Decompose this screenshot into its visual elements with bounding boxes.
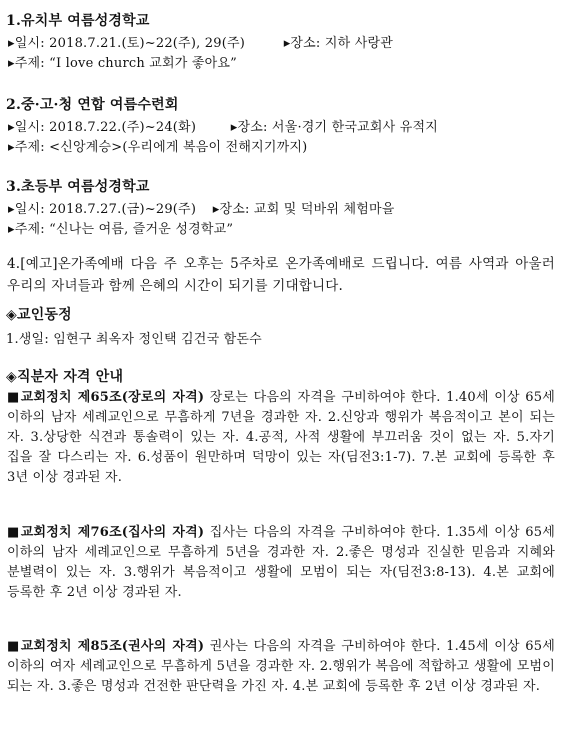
birthday-line: 1.생일: 임현구 최옥자 정인택 김건국 함돈수 — [6, 332, 262, 347]
schedule-line — [0, 118, 567, 138]
section-title: 2.중·고·청 연합 여름수련회 — [6, 97, 179, 113]
section-title: 3.초등부 여름성경학교 — [6, 179, 150, 195]
schedule-line — [0, 200, 567, 220]
section-kindergarten-camp — [0, 10, 567, 74]
article-deacon-qualifications — [7, 523, 555, 603]
section-officer-qualifications — [0, 366, 567, 388]
family-worship-notice: 4.[예고]온가족예배 다음 주 오후는 5주차로 온가족예배로 드립니다. 여름 사역과 아울러 우리의 자녀들과 함께 은혜의 시간이 되기를 기대합니다. — [7, 256, 555, 294]
section-title: 1.유치부 여름성경학교 — [6, 13, 150, 29]
theme-label: ▸주제: <신앙계승>(우리에게 복음이 전해지기까지) — [8, 140, 308, 155]
article-heading: ■교회정치 제65조(장로의 자격) — [7, 390, 205, 405]
article-heading: ■교회정치 제76조(집사의 자격) — [7, 525, 205, 540]
date-label: ▸일시: 2018.7.21.(토)~22(주), 29(주) — [8, 36, 245, 51]
article-body: 집사는 다음의 자격을 구비하여야 한다. 1.35세 이상 65세 이하의 남자 세례교인으로 무흠하게 5년을 경과한 자. 2.좋은 명성과 진실한 믿음과 지혜와 분별력이 있는 자. 3.행위가 복음적이고 생활에 모범이 되는 자(딤전3:8-13). 4.본 교회에 등록한 후 2년 이상 경과된 자. — [7, 525, 555, 600]
section-title: ◈교인동정 — [6, 307, 72, 323]
article-heading: ■교회정치 제85조(권사의 자격) — [7, 639, 205, 654]
date-label: ▸일시: 2018.7.22.(주)~24(화) — [8, 120, 197, 135]
place-label: ▸장소: 지하 사랑관 — [283, 36, 393, 51]
theme-label: ▸주제: “신나는 여름, 즐거운 성경학교” — [8, 222, 234, 237]
section-member-news — [0, 304, 567, 350]
theme-label: ▸주제: “I love church 교회가 좋아요” — [8, 56, 237, 71]
article-body: 장로는 다음의 자격을 구비하여야 한다. 1.40세 이상 65세 이하의 남자 세례교인으로 무흠하게 7년을 경과한 자. 2.신앙과 행위가 복음적이고 본이 되는 자. 3.상당한 식견과 통솔력이 있는 자. 4.공적, 사적 생활에 부끄러움 것이 없는 자. 5.자기 집을 잘 다스리는 자. 6.성품이 원만하며 덕망이 있는 자(딤전3:1-7). 7.본 교회에 등록한 후 3년 이상 경과된 자. — [7, 390, 555, 485]
schedule-line — [0, 34, 567, 54]
section-youth-retreat — [0, 94, 567, 158]
article-body: 권사는 다음의 자격을 구비하여야 한다. 1.45세 이상 65세 이하의 여자 세례교인으로 무흠하게 5년을 경과한 자. 2.행위가 복음에 적합하고 생활에 모범이 되는 자. 3.좋은 명성과 건전한 판단력을 가진 자. 4.본 교회에 등록한 후 2년 이상 경과된 자. — [7, 639, 555, 694]
place-label: ▸장소: 서울·경기 한국교회사 유적지 — [230, 120, 439, 135]
article-elder-qualifications — [7, 388, 555, 488]
article-exhorter-qualifications — [7, 637, 555, 697]
section-elementary-camp — [0, 176, 567, 240]
place-label: ▸장소: 교회 및 덕바위 체험마을 — [212, 202, 395, 217]
date-label: ▸일시: 2018.7.27.(금)~29(주) — [8, 202, 197, 217]
section-title: ◈직분자 자격 안내 — [6, 369, 124, 385]
